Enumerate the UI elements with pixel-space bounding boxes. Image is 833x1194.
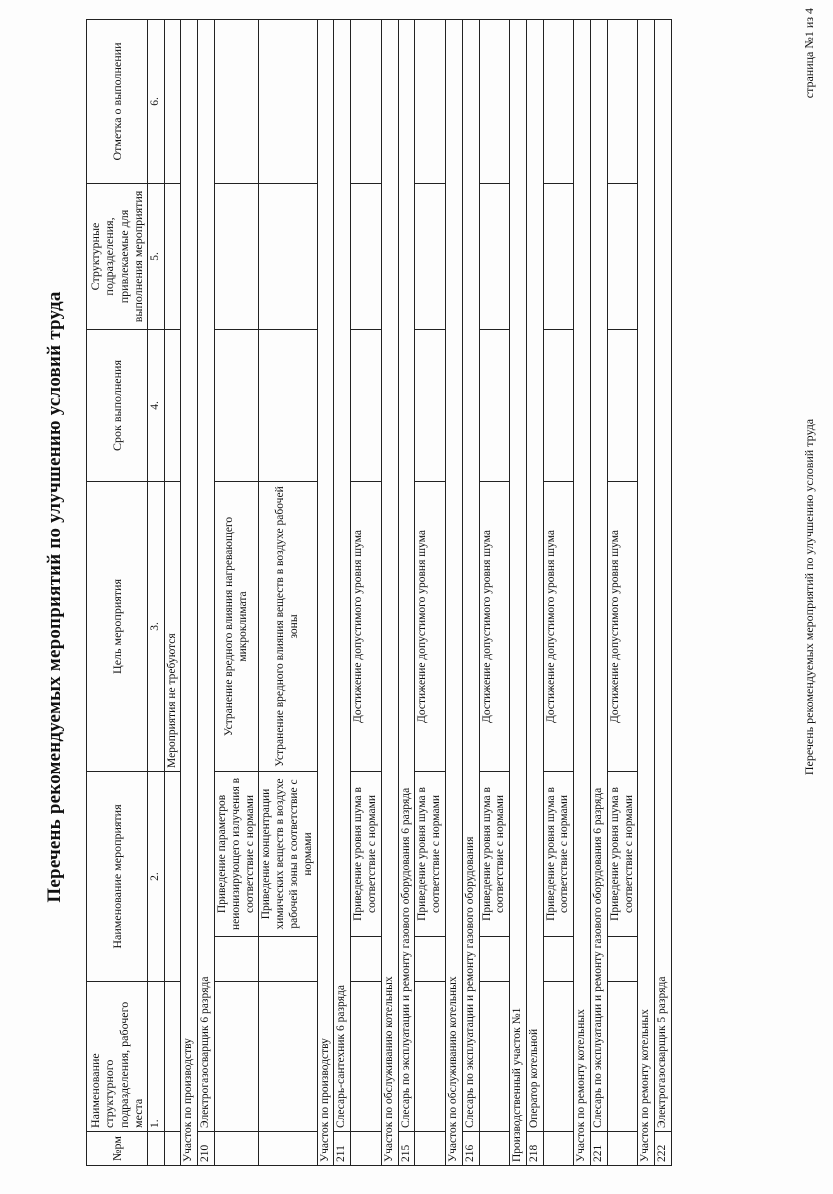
- header-row: [87, 19, 148, 1165]
- measure-name: Приведение концентрации химических веществ в воздухе рабочей зоны в соответствие с нормами: [259, 771, 317, 936]
- rm-number: 221: [591, 1132, 608, 1166]
- measure-name: Приведение уровня шума в соответствие с нормами: [543, 771, 574, 936]
- measure-goal: Достижение допустимого уровня шума: [479, 481, 510, 771]
- measure-row: [214, 19, 258, 1165]
- measure-row: [607, 19, 638, 1165]
- measure-row: [479, 19, 510, 1165]
- section-row: [317, 19, 334, 1165]
- measure-name: Приведение уровня шума в соответствие с нормами: [479, 771, 510, 936]
- document-title: Перечень рекомендуемых мероприятий по улучшению условий труда: [44, 291, 65, 903]
- rm-number: 215: [398, 1132, 415, 1166]
- header-deadline: Срок выполнения: [87, 329, 148, 481]
- column-number: 5.: [147, 183, 164, 329]
- rm-number: 211: [334, 1132, 351, 1166]
- workplace-row: [398, 19, 415, 1165]
- column-numbers-row: [147, 19, 164, 1165]
- section-row: [381, 19, 398, 1165]
- section-title: Участок по обслуживанию котельных: [445, 19, 462, 1165]
- rm-number: 210: [198, 1132, 215, 1166]
- workplace-name: Оператор котельной: [526, 19, 543, 1131]
- header-completion-mark: Отметка о выполнении: [87, 19, 148, 183]
- workplace-name: Слесарь по эксплуатации и ремонту газового оборудования 6 разряда: [398, 19, 415, 1131]
- measure-row: [259, 19, 317, 1165]
- column-number: 3.: [147, 481, 164, 771]
- section-title: Участок по ремонту котельных: [638, 19, 655, 1165]
- section-title: Участок по производству: [317, 19, 334, 1165]
- workplace-row: [334, 19, 351, 1165]
- section-row: [445, 19, 462, 1165]
- footer-caption: Перечень рекомендуемых мероприятий по улучшению условий труда: [802, 418, 816, 776]
- measure-row: [543, 19, 574, 1165]
- rm-number: 216: [462, 1132, 479, 1166]
- measure-goal: Достижение допустимого уровня шума: [607, 481, 638, 771]
- workplace-row: [198, 19, 215, 1165]
- measure-goal: Устранение вредного влияния веществ в воздухе рабочей зоны: [259, 481, 317, 771]
- page-number: страница №1 из 4: [802, 8, 816, 99]
- header-measure-name: Наименование мероприятия: [87, 771, 148, 981]
- workplace-name: Слесарь по эксплуатации и ремонту газового оборудования 6 разряда: [591, 19, 608, 1131]
- no-measures-note: Мероприятия не требуются: [164, 481, 181, 771]
- header-involved-units: Структурные подразделения, привлекаемые для выполнения мероприятия: [87, 183, 148, 329]
- measures-table: [86, 19, 672, 1166]
- column-number: 4.: [147, 329, 164, 481]
- section-row: [574, 19, 591, 1165]
- measure-name: Приведение уровня шума в соответствие с нормами: [415, 771, 446, 936]
- header-measure-goal: Цель мероприятия: [87, 481, 148, 771]
- column-number: 1.: [147, 982, 164, 1132]
- workplace-name: Слесарь по эксплуатации и ремонту газового оборудования: [462, 19, 479, 1131]
- no-measures-row: [164, 19, 181, 1165]
- section-title: Участок по обслуживанию котельных: [381, 19, 398, 1165]
- workplace-row: [591, 19, 608, 1165]
- section-title: Участок по ремонту котельных: [574, 19, 591, 1165]
- column-number: 2.: [147, 771, 164, 981]
- header-rm-number: №рм: [87, 1132, 148, 1166]
- rm-number: 222: [655, 1132, 672, 1166]
- measure-row: [415, 19, 446, 1165]
- measure-row: [351, 19, 382, 1165]
- header-department: Наименование структурного подразделения, рабочего места: [87, 982, 148, 1132]
- rm-number: 218: [526, 1132, 543, 1166]
- workplace-row: [462, 19, 479, 1165]
- section-row: [181, 19, 198, 1165]
- section-row: [510, 19, 527, 1165]
- workplace-name: Электрогазосварщик 6 разряда: [198, 19, 215, 1131]
- section-title: Производственный участок №1: [510, 19, 527, 1165]
- measure-goal: Устранение вредного влияния нагревающего микроклимата: [214, 481, 258, 771]
- section-title: Участок по производству: [181, 19, 198, 1165]
- measure-goal: Достижение допустимого уровня шума: [351, 481, 382, 771]
- measure-name: Приведение уровня шума в соответствие с нормами: [351, 771, 382, 936]
- workplace-row: [655, 19, 672, 1165]
- measure-goal: Достижение допустимого уровня шума: [415, 481, 446, 771]
- measure-goal: Достижение допустимого уровня шума: [543, 481, 574, 771]
- workplace-row: [526, 19, 543, 1165]
- workplace-name: Слесарь-сантехник 6 разряда: [334, 19, 351, 1131]
- measure-name: Приведение параметров неионизирующего излучения в соответствие с нормами: [214, 771, 258, 936]
- measure-name: Приведение уровня шума в соответствие с нормами: [607, 771, 638, 936]
- section-row: [638, 19, 655, 1165]
- workplace-name: Электрогазосварщик 5 разряда: [655, 19, 672, 1131]
- column-number: 6.: [147, 19, 164, 183]
